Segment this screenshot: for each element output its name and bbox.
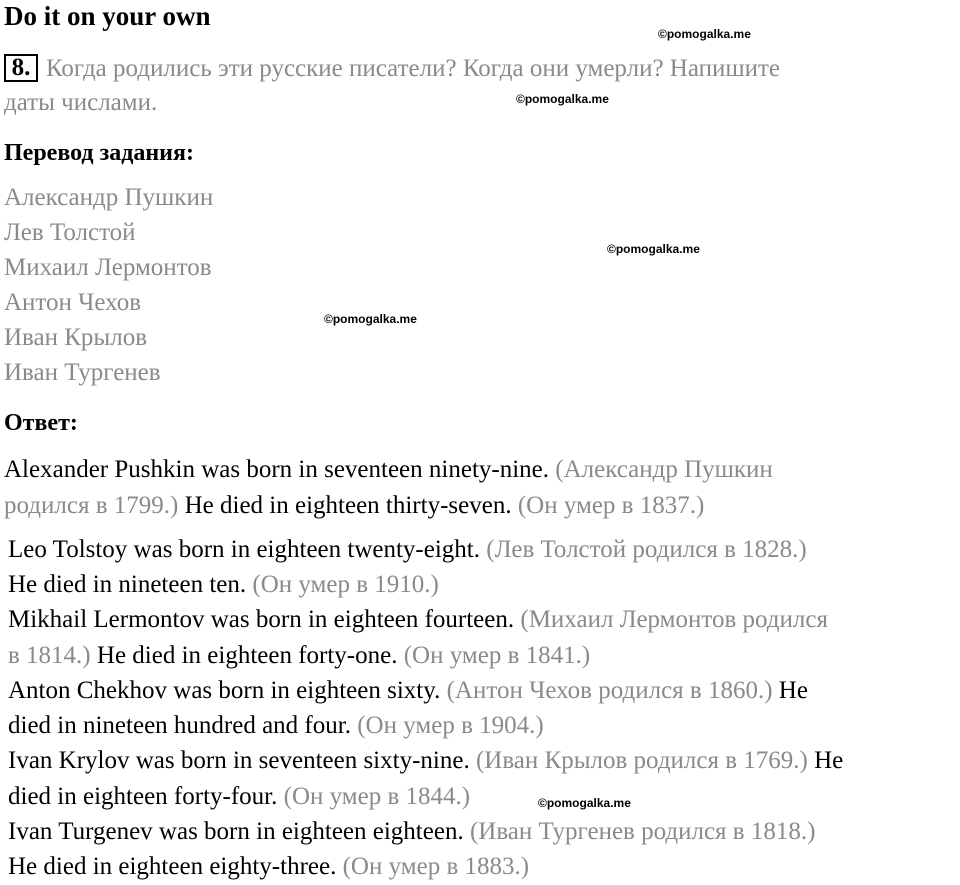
answer-translation: (Он умер в 1883.) [342,853,530,880]
answer-translation: (Он умер в 1904.) [357,712,544,739]
answer-english: He [778,677,808,704]
answer-line [8,743,843,779]
watermark: ©pomogalka.me [538,796,631,810]
answer-english: He [814,747,844,774]
answer-line [8,673,808,709]
writer-name: Иван Крылов [4,324,148,351]
answer-heading: Ответ: [4,410,78,436]
answer-translation: (Александр Пушкин [555,456,773,483]
answer-line [8,567,439,603]
answer-english: Ivan Turgenev was born in eighteen eighteen. [8,818,464,845]
watermark: ©pomogalka.me [607,242,700,256]
answer-english: He died in eighteen eighty-three. [8,853,337,880]
answer-english: died in nineteen hundred and four. [8,712,351,739]
answer-translation: (Михаил Лермонтов родился [520,606,828,633]
watermark: ©pomogalka.me [658,27,751,41]
task-number: 8. [4,54,38,82]
answer-translation: (Он умер в 1837.) [517,492,705,519]
page-title: Do it on your own [4,1,211,31]
answer-english: He died in eighteen thirty-seven. [184,492,512,519]
answer-line [8,814,815,850]
watermark: ©pomogalka.me [516,92,609,106]
task-text-line-2: даты числами. [4,89,158,116]
answer-english: Anton Chekhov was born in eighteen sixty. [8,677,441,704]
writer-name: Иван Тургенев [4,359,161,386]
watermark: ©pomogalka.me [324,312,417,326]
task-text-line-1: Когда родились эти русские писатели? Когда они умерли? Напишите [46,55,781,82]
answer-english: Leo Tolstoy was born in eighteen twenty-eight. [8,536,480,563]
answer-translation: (Он умер в 1841.) [403,642,591,669]
answer-line [8,602,828,638]
answer-line [8,532,807,568]
answer-line [8,779,470,815]
answer-english: died in eighteen forty-four. [8,783,278,810]
writer-name: Антон Чехов [4,289,142,316]
answer-english: Alexander Pushkin was born in seventeen ninety-nine. [4,456,550,483]
answer-translation: (Лев Толстой родился в 1828.) [486,536,807,563]
answer-translation: в 1814.) [8,642,91,669]
answer-english: He died in eighteen forty-one. [96,642,398,669]
answer-line [8,849,529,885]
answer-line [8,638,590,674]
answer-line [8,708,544,744]
answer-translation: (Иван Крылов родился в 1769.) [475,747,808,774]
answer-translation: (Антон Чехов родился в 1860.) [446,677,773,704]
answer-english: Mikhail Lermontov was born in eighteen fourteen. [8,606,515,633]
answer-line [4,452,773,488]
answer-line [4,488,704,524]
translation-heading: Перевод задания: [4,140,194,166]
writer-name: Александр Пушкин [4,184,214,211]
writer-name: Михаил Лермонтов [4,254,212,281]
writer-name: Лев Толстой [4,219,136,246]
answer-translation: (Он умер в 1910.) [252,571,439,598]
answer-translation: (Иван Тургенев родился в 1818.) [469,818,816,845]
answer-translation: родился в 1799.) [4,492,179,519]
answer-english: He died in nineteen ten. [8,571,247,598]
answer-english: Ivan Krylov was born in seventeen sixty-nine. [8,747,470,774]
answer-translation: (Он умер в 1844.) [283,783,471,810]
